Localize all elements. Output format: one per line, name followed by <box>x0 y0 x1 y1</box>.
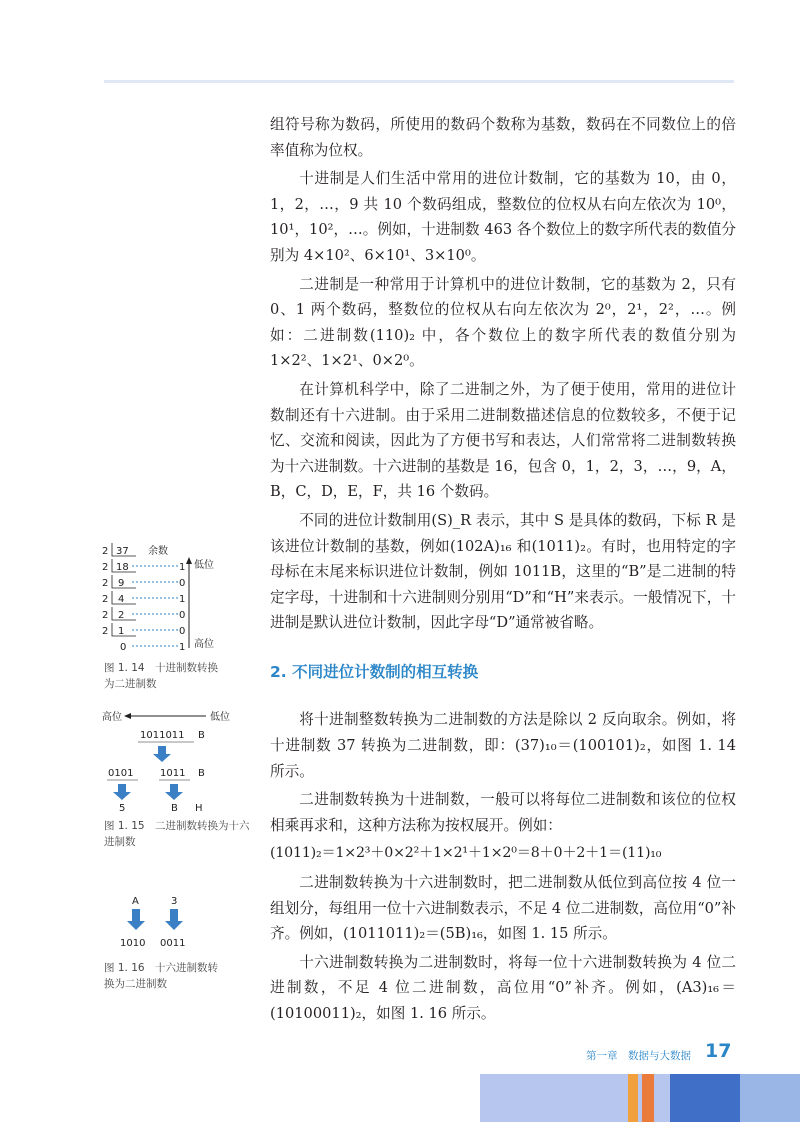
fig14-dotted-leaders <box>132 566 178 646</box>
fig14-divisor: 2 <box>102 546 109 557</box>
fig14-divisor: 2 <box>102 610 109 621</box>
fig16-down-arrow-icon <box>165 909 183 930</box>
fig14-quotient: 37 <box>116 546 129 557</box>
main-text <box>270 112 736 1030</box>
fig14-quotient: 4 <box>118 594 125 605</box>
paragraph-4: 在计算机科学中，除了二进制之外，为了便于使用，常用的进位计数制还有十六进制。由于采用二进制数描述信息的位数较多，不便于记忆、交流和阅读，因此为了方便书写和表达，人们常常将二进制数转换为十六进制数。十六进制的基数是 16，包含 0，1，2，3，…，9，A，B，C，D，E，F，共 16 个数码。 <box>270 380 736 501</box>
paragraph-8: 二进制数转换为十六进制数时，把二进制数从低位到高位按 4 位一组划分，每组用一位十六进制数表示，不足 4 位二进制数，高位用“0”补齐。例如，(1011011)₂＝(5B)₁₆，如图 1. 15 所示。 <box>270 874 736 943</box>
fig14-caption: 图 1. 14 十进制数转换为二进制数 <box>104 662 219 690</box>
fig14-quotient: 2 <box>118 610 125 621</box>
fig14-remainder-header: 余数 <box>148 546 168 557</box>
fig14-divisor: 2 <box>102 594 109 605</box>
fig14-remainder: 0 <box>179 626 186 637</box>
figure-1-14 <box>96 540 246 652</box>
fig16-bin2: 0011 <box>160 938 186 949</box>
fig14-quotient: 18 <box>116 562 129 573</box>
fig15-hex1: 5 <box>119 803 126 812</box>
fig15-group2: 1011 <box>160 768 186 779</box>
paragraph-3: 二进制是一种常用于计算机中的进位计数制，它的基数为 2，只有 0、1 两个数码，整数位的位权从右向左依次为 2⁰，2¹，2²，…。例如：二进制数(110)₂ 中，各个数位上的数字所代表的数值分别为 1×2²、1×2¹、0×2⁰。 <box>270 275 736 370</box>
fig14-remainder: 1 <box>179 642 186 652</box>
fig16-hex1: A <box>132 896 139 907</box>
fig14-remainder: 0 <box>179 578 186 589</box>
fig14-remainders <box>179 562 185 652</box>
fig14-remainder: 0 <box>179 610 186 621</box>
fig14-quotient: 1 <box>118 626 125 637</box>
fig15-high-label: 高位 <box>102 712 122 723</box>
paragraph-2: 十进制是人们生活中常用的进位计数制，它的基数为 10，由 0，1，2，…，9 共 10 个数码组成，整数位的位权从右向左依次为 10⁰，10¹，10²，…。例如，十进制数 463 各个数位上的数字所代表的数值分别为 4×10²、6×10¹、3×10⁰。 <box>270 170 736 264</box>
paragraph-7: 二进制数转换为十进制数，一般可以将每位二进制数和该位的位权相乘再求和，这种方法称为按权展开。例如： <box>270 791 736 834</box>
fig14-divisor: 2 <box>102 578 109 589</box>
paragraph-6: 将十进制整数转换为二进制数的方法是除以 2 反向取余。例如，将十进制数 37 转换为二进制数，即：(37)₁₀＝(100101)₂，如图 1. 14 所示。 <box>270 711 736 780</box>
fig14-divisor: 2 <box>102 562 109 573</box>
chapter-label: 第一章 数据与大数据 <box>586 1050 691 1062</box>
fig16-bin1: 1010 <box>120 938 146 949</box>
fig15-caption: 图 1. 15 二进制数转换为十六进制数 <box>104 820 250 848</box>
fig15-hex2: B <box>171 803 178 812</box>
figure-1-16 <box>112 892 212 952</box>
fig15-down-arrow-icon <box>113 784 131 800</box>
equation: (1011)₂＝1×2³＋0×2²＋1×2¹＋1×2⁰＝8＋0＋2＋1＝(11)₁₀ <box>270 845 662 862</box>
fig14-quotient: 0 <box>120 642 127 652</box>
fig15-suffix-b: B <box>198 730 205 741</box>
fig14-quotient: 9 <box>118 578 125 589</box>
decorative-footer-bars <box>0 1074 800 1122</box>
fig14-divisors <box>102 546 108 637</box>
fig14-high-label: 高位 <box>194 639 214 650</box>
fig14-arrowhead <box>186 557 192 564</box>
fig16-caption: 图 1. 16 十六进制数转换为二进制数 <box>104 962 219 990</box>
fig14-low-label: 低位 <box>194 560 214 571</box>
fig15-down-arrow-icon <box>165 784 183 800</box>
fig15-low-label: 低位 <box>210 712 230 723</box>
paragraph-5: 不同的进位计数制用(S)_R 表示，其中 S 是具体的数码，下标 R 是该进位计数制的基数，例如(102A)₁₆ 和(1011)₂。有时，也用特定的字母标在末尾来标识进位计数制，例如 1011B，这里的“B”是二进制的特定字母，十进制和十六进制则分别用“D”和“H”来表示。一般情况下，十进制是默认进位计数制，因此字母“D”通常被省略。 <box>270 511 736 632</box>
fig15-arrowhead <box>124 713 131 719</box>
fig14-divisor: 2 <box>102 626 109 637</box>
paragraph-1: 组符号称为数码，所使用的数码个数称为基数，数码在不同数位上的倍率值称为位权。 <box>270 116 736 159</box>
fig15-group1: 0101 <box>108 768 134 779</box>
figure-1-15 <box>96 708 246 812</box>
section-heading: 2. 不同进位计数制的相互转换 <box>270 662 479 681</box>
header-rule <box>104 80 734 83</box>
fig15-binary: 1011011 <box>140 730 185 741</box>
fig15-suffix-b2: B <box>198 768 205 779</box>
fig14-remainder: 1 <box>179 562 186 573</box>
fig15-suffix-h: H <box>195 803 203 812</box>
fig16-down-arrow-icon <box>127 909 145 930</box>
fig15-down-arrow-icon <box>153 746 171 762</box>
page-number: 17 <box>705 1040 732 1062</box>
fig14-remainder: 1 <box>179 594 186 605</box>
paragraph-9: 十六进制数转换为二进制数时，将每一位十六进制数转换为 4 位二进制数，不足 4 位二进制数，高位用“0”补齐。例如，(A3)₁₆＝(10100011)₂，如图 1. 16 所示。 <box>270 953 736 1022</box>
fig16-hex2: 3 <box>171 896 178 907</box>
